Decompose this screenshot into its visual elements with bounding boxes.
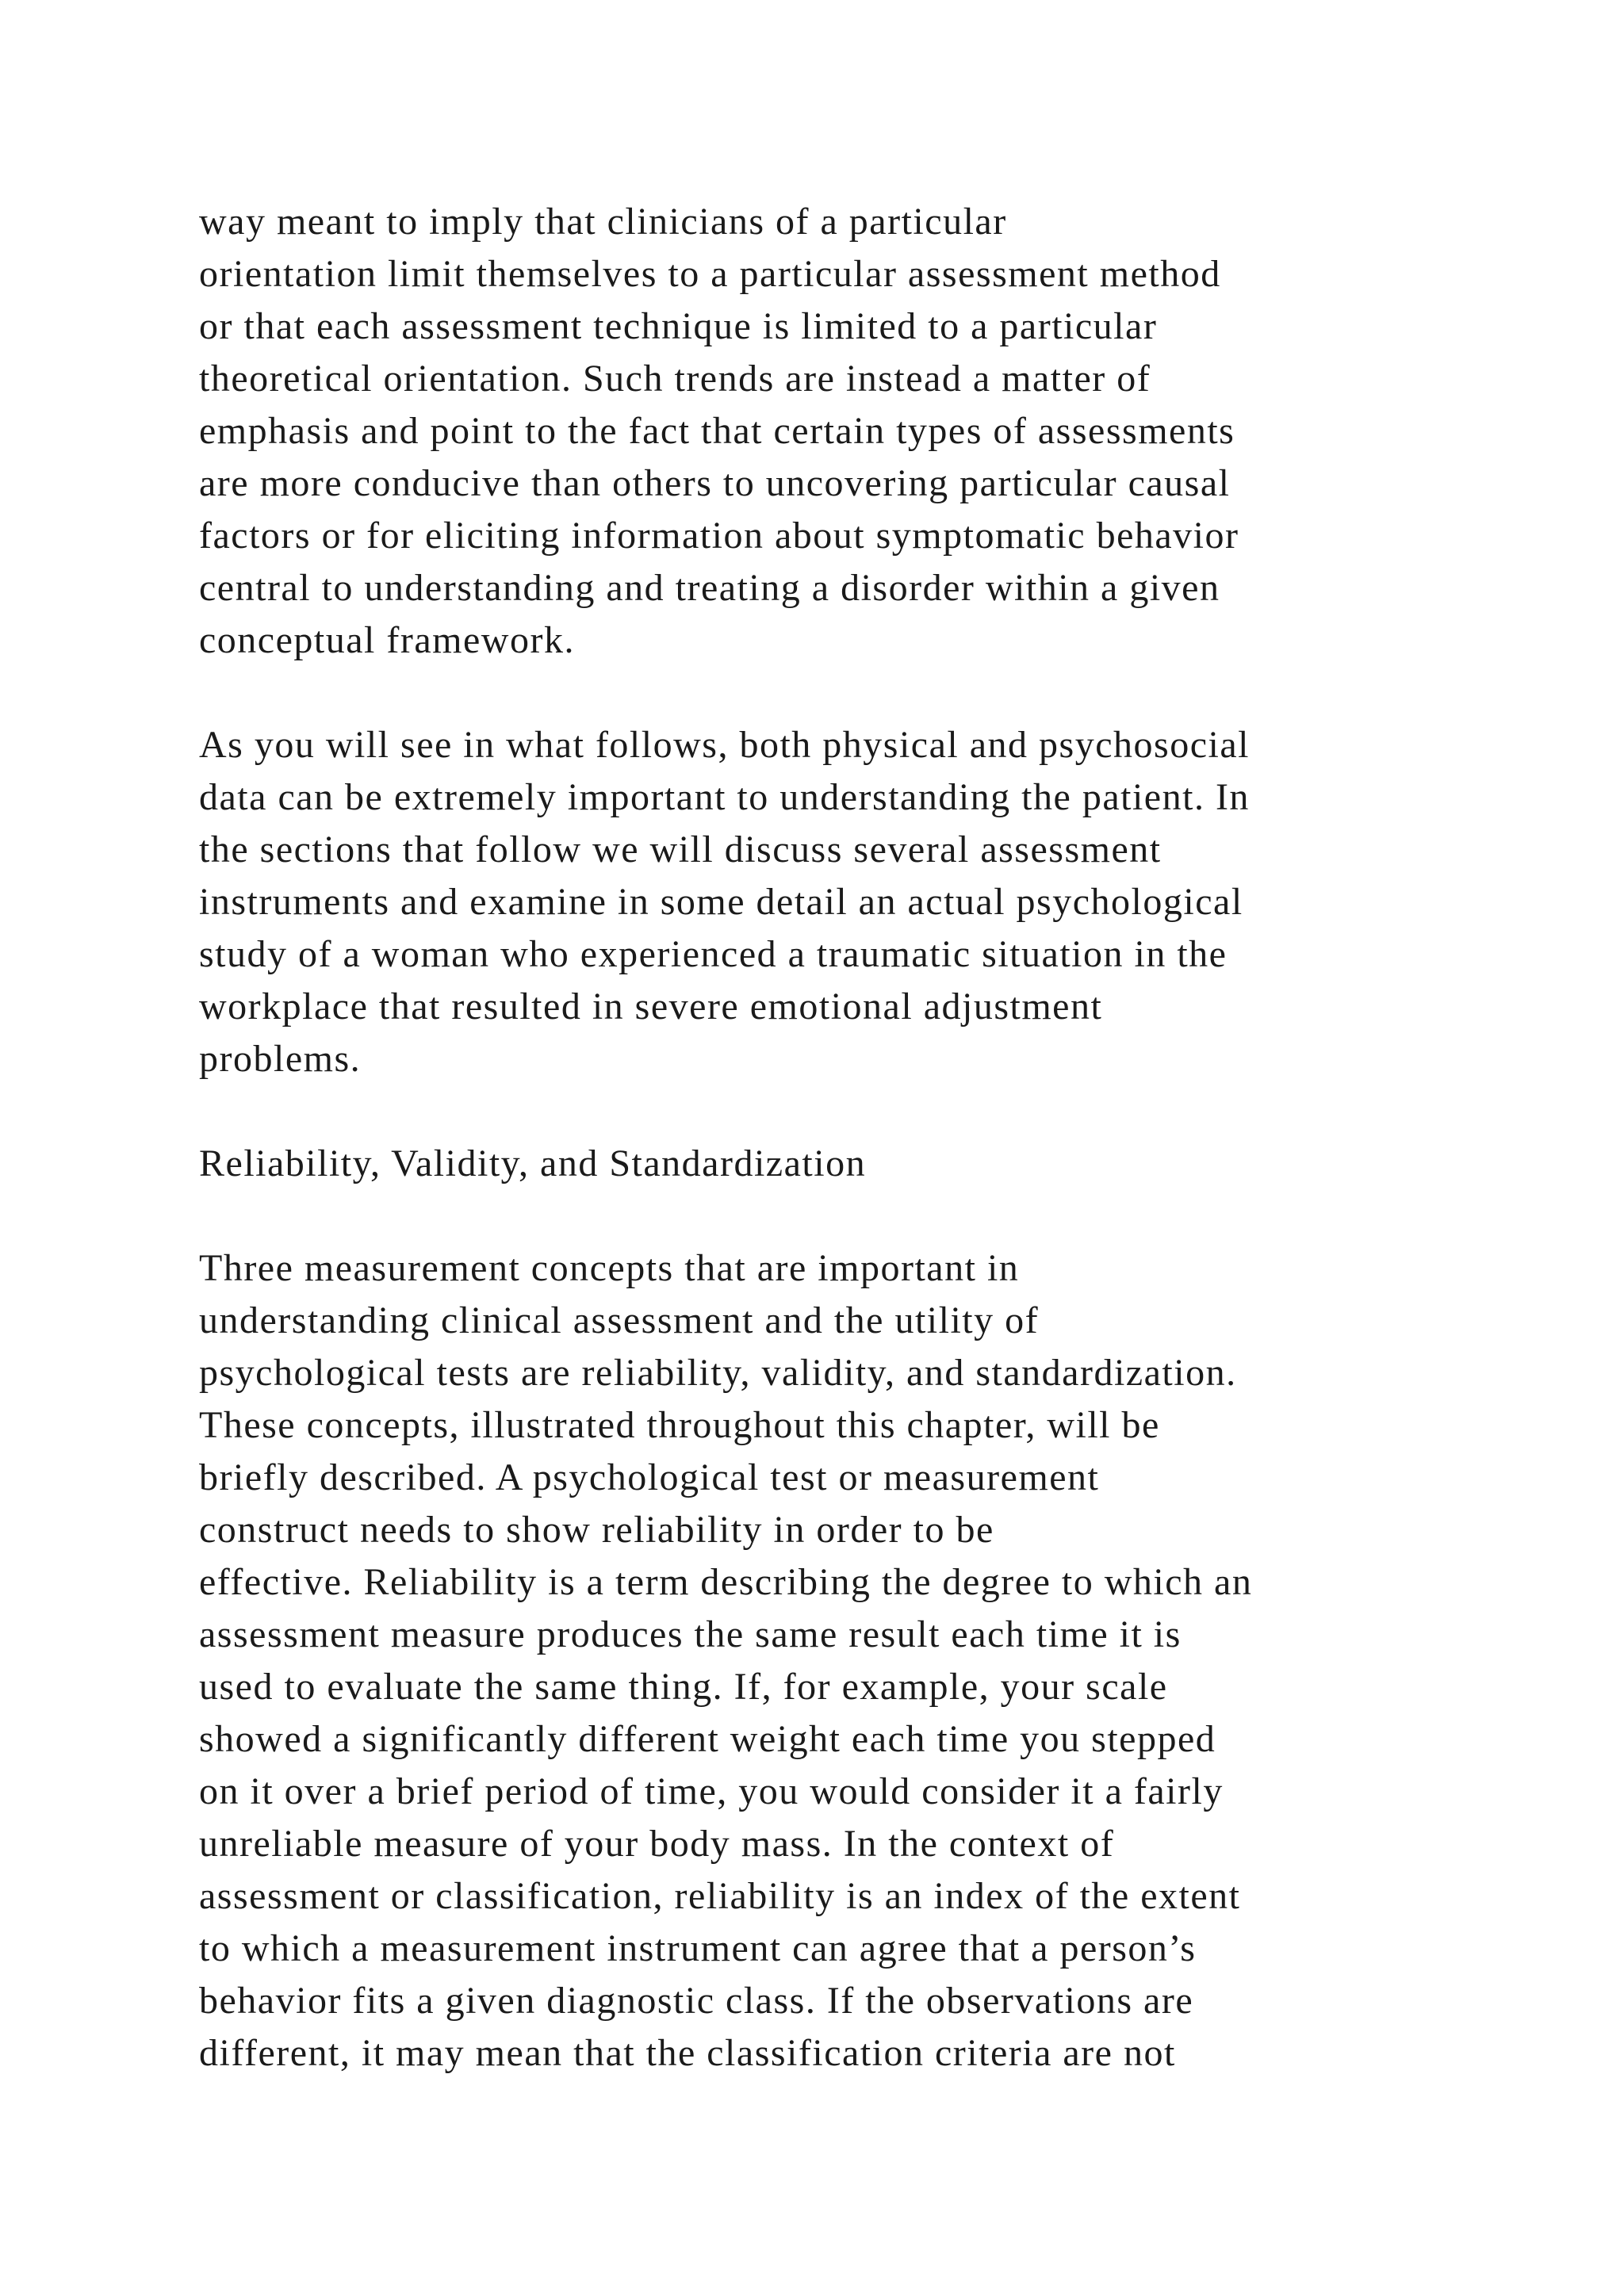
text-line: instruments and examine in some detail an actual psychological — [199, 881, 1243, 923]
text-line: workplace that resulted in severe emotional adjustment — [199, 985, 1103, 1027]
text-line: psychological tests are reliability, validity, and standardization. — [199, 1352, 1237, 1394]
text-line: to which a measurement instrument can agree that a person’s — [199, 1927, 1197, 1969]
text-line: behavior fits a given diagnostic class. If the observations are — [199, 1980, 1194, 2022]
text-line: or that each assessment technique is limited to a particular — [199, 305, 1158, 347]
text-line: assessment or classification, reliability is an index of the extent — [199, 1875, 1241, 1917]
text-line: theoretical orientation. Such trends are instead a matter of — [199, 358, 1151, 400]
text-line: briefly described. A psychological test or measurement — [199, 1456, 1100, 1498]
text-line: the sections that follow we will discuss several assessment — [199, 828, 1162, 871]
text-line: Three measurement concepts that are important in — [199, 1247, 1020, 1289]
text-line: different, it may mean that the classification criteria are not — [199, 2032, 1176, 2074]
text-line: study of a woman who experienced a traumatic situation in the — [199, 933, 1228, 975]
section-heading — [199, 1138, 1500, 1190]
text-line: emphasis and point to the fact that certain types of assessments — [199, 410, 1235, 452]
text-line: data can be extremely important to understanding the patient. In — [199, 776, 1250, 818]
paragraph-1 — [199, 196, 1500, 667]
text-line: factors or for eliciting information about symptomatic behavior — [199, 515, 1239, 557]
text-line: used to evaluate the same thing. If, for example, your scale — [199, 1666, 1168, 1708]
text-line: As you will see in what follows, both physical and psychosocial — [199, 724, 1250, 766]
text-line: assessment measure produces the same result each time it is — [199, 1613, 1182, 1655]
text-line: understanding clinical assessment and the utility of — [199, 1299, 1040, 1341]
section-heading-text: Reliability, Validity, and Standardization — [199, 1142, 867, 1184]
text-line: construct needs to show reliability in order to be — [199, 1509, 994, 1551]
text-line: unreliable measure of your body mass. In the context of — [199, 1823, 1115, 1865]
text-line: way meant to imply that clinicians of a particular — [199, 201, 1007, 243]
paragraph-3 — [199, 1242, 1500, 2080]
text-line: conceptual framework. — [199, 619, 575, 661]
text-line: effective. Reliability is a term describing the degree to which an — [199, 1561, 1253, 1603]
paragraph-2 — [199, 719, 1500, 1085]
text-line: are more conducive than others to uncovering particular causal — [199, 462, 1231, 504]
text-line: orientation limit themselves to a particular assessment method — [199, 253, 1221, 295]
text-line: on it over a brief period of time, you would consider it a fairly — [199, 1770, 1224, 1812]
text-line: central to understanding and treating a disorder within a given — [199, 567, 1220, 609]
text-line: problems. — [199, 1038, 362, 1080]
text-line: showed a significantly different weight each time you stepped — [199, 1718, 1216, 1760]
text-line: These concepts, illustrated throughout this chapter, will be — [199, 1404, 1160, 1446]
